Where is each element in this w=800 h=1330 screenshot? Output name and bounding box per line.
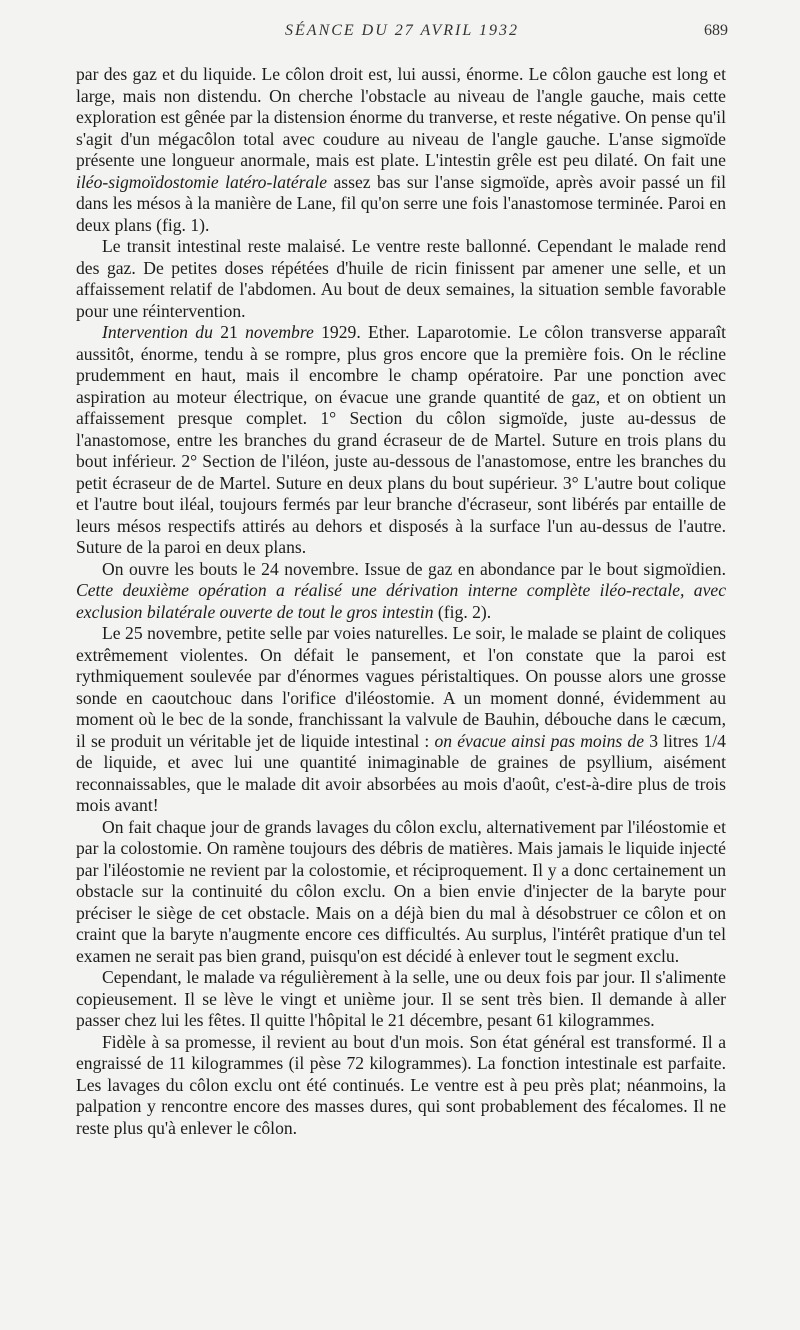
paragraph-1 (76, 64, 726, 236)
paragraph-3 (76, 322, 726, 559)
text-run: On ouvre les bouts le 24 novembre. Issue de gaz en abondance par le bout sigmoïdien. (102, 558, 726, 579)
emphasis-run: Cette deuxième opération a réalisé une dérivation interne complète iléo-rectale, avec exclusion bilatérale ouverte de tout le gros intestin (76, 580, 726, 622)
text-run: assez bas sur l'anse sigmoïde, après avoir passé un fil dans les mésos à la manière de Lane, fil qu'on serre une fois l'anastomose terminée. Paroi en deux plans (fig. 1). (76, 171, 726, 235)
text-run: 21 (212, 322, 246, 342)
paragraph-4 (76, 559, 726, 624)
text-run: Le transit intestinal reste malaisé. Le ventre reste ballonné. Cependant le malade rend des gaz. De petites doses répétées d'huile de ricin finissent par amener une selle, et un affaissement relatif de l'abdomen. Au bout de deux semaines, la situation semble favorable pour une réintervention. (76, 236, 726, 321)
text-run: 3 litres 1/4 de liquide, et avec lui une quantité inimaginable de graines de psyllium, aisément reconnaissables, que le malade dit avoir absorbées au mois d'août, c'est-à-dire plus de trois mois avant! (76, 730, 726, 815)
page-number: 689 (704, 22, 728, 39)
running-title: SÉANCE DU 27 AVRIL 1932 (285, 22, 519, 39)
emphasis-run: iléo-sigmoïdostomie latéro-latérale (76, 171, 328, 192)
page-header (76, 22, 728, 46)
text-run: (fig. 2). (433, 601, 492, 622)
text-run: Fidèle à sa promesse, il revient au bout d'un mois. Son état général est transformé. Il a engraissé de 11 kilogrammes (il pèse 72 kilogrammes). La fonction intestinale est parfaite. Les lavages du côlon exclu ont été continués. Le ventre est à peu près plat; néanmoins, la palpation y rencontre encore des masses dures, qui sont probablement des fécalomes. Il ne reste plus qu'à enlever le côlon. (76, 1031, 726, 1138)
paragraph-5 (76, 623, 726, 817)
emphasis-run: Intervention du (102, 322, 213, 342)
paragraph-8 (76, 1032, 726, 1140)
text-run: 1929. Ether. Laparotomie. Le côlon transverse apparaît aussitôt, énorme, tendu à se rompre, plus gros encore que la première fois. On le récline prudemment en haut, mais il encombre le champ opératoire. Par une ponction avec aspiration au moteur électrique, on évacue une grande quantité de gaz, et on obtient un affaissement presque complet. 1° Section du côlon sigmoïde, juste au-dessus de l'anastomose, entre les branches du grand écraseur de de Martel. Suture en trois plans du bout inférieur. 2° Section de l'iléon, juste au-dessous de l'anastomose, entre les branches du petit écraseur de de Martel. Suture en deux plans du bout supérieur. 3° L'autre bout colique et l'autre bout iléal, toujours fermés par leur branche d'écraseur, sont libérés par entaille de leurs mésos respectifs attirés au dehors et disposés à la surface l'un au-dessus de l'autre. Suture de la paroi en deux plans. (76, 322, 726, 557)
text-run: par des gaz et du liquide. Le côlon droit est, lui aussi, énorme. Le côlon gauche est long et large, mais non distendu. On cherche l'obstacle au niveau de l'angle gauche, mais cette exploration est gênée par la distension énorme du tranverse, et reste négative. On pense qu'il s'agit d'un mégacôlon total avec coudure au niveau de l'angle gauche. L'anse sigmoïde présente une longueur anormale, mais est plate. L'intestin grêle est peu dilaté. On fait une (76, 64, 727, 170)
body-text (76, 64, 726, 1139)
text-run: On fait chaque jour de grands lavages du côlon exclu, alternativement par l'iléostomie et par la colostomie. On ramène toujours des débris de matières. Mais jamais le liquide injecté par l'iléostomie ne revient par la colostomie, et réciproquement. Il y a donc certainement un obstacle sur la continuité du côlon exclu. On a bien envie d'injecter de la baryte pour préciser le siège de cet obstacle. Mais on a déjà bien du mal à désobstruer ce côlon et on craint que la baryte n'augmente encore ces difficultés. Au surplus, l'intérêt pratique d'un tel examen ne serait pas bien grand, puisqu'on est décidé à enlever tout le segment exclu. (76, 816, 726, 966)
paragraph-7 (76, 967, 726, 1032)
text-run: Le 25 novembre, petite selle par voies naturelles. Le soir, le malade se plaint de coliques extrêmement violentes. On défait le pansement, et l'on constate que la paroi est rythmiquement soulevée par d'énormes vagues péristaltiques. On pousse alors une grosse sonde en caoutchouc dans l'orifice d'iléostomie. A un moment donné, évidemment au moment où le bec de la sonde, franchissant la valvule de Bauhin, débouche dans le cæcum, il se produit un véritable jet de liquide intestinal : (76, 623, 726, 751)
paragraph-2 (76, 236, 726, 322)
paragraph-6 (76, 817, 726, 968)
text-run: Cependant, le malade va régulièrement à la selle, une ou deux fois par jour. Il s'alimente copieusement. Il se lève le vingt et unième jour. Il se sent très bien. Il demande à aller passer chez lui les fêtes. Il quitte l'hôpital le 21 décembre, pesant 61 kilogrammes. (76, 967, 726, 1030)
emphasis-run: on évacue ainsi pas moins de (434, 730, 645, 751)
emphasis-run: novembre (245, 322, 314, 342)
